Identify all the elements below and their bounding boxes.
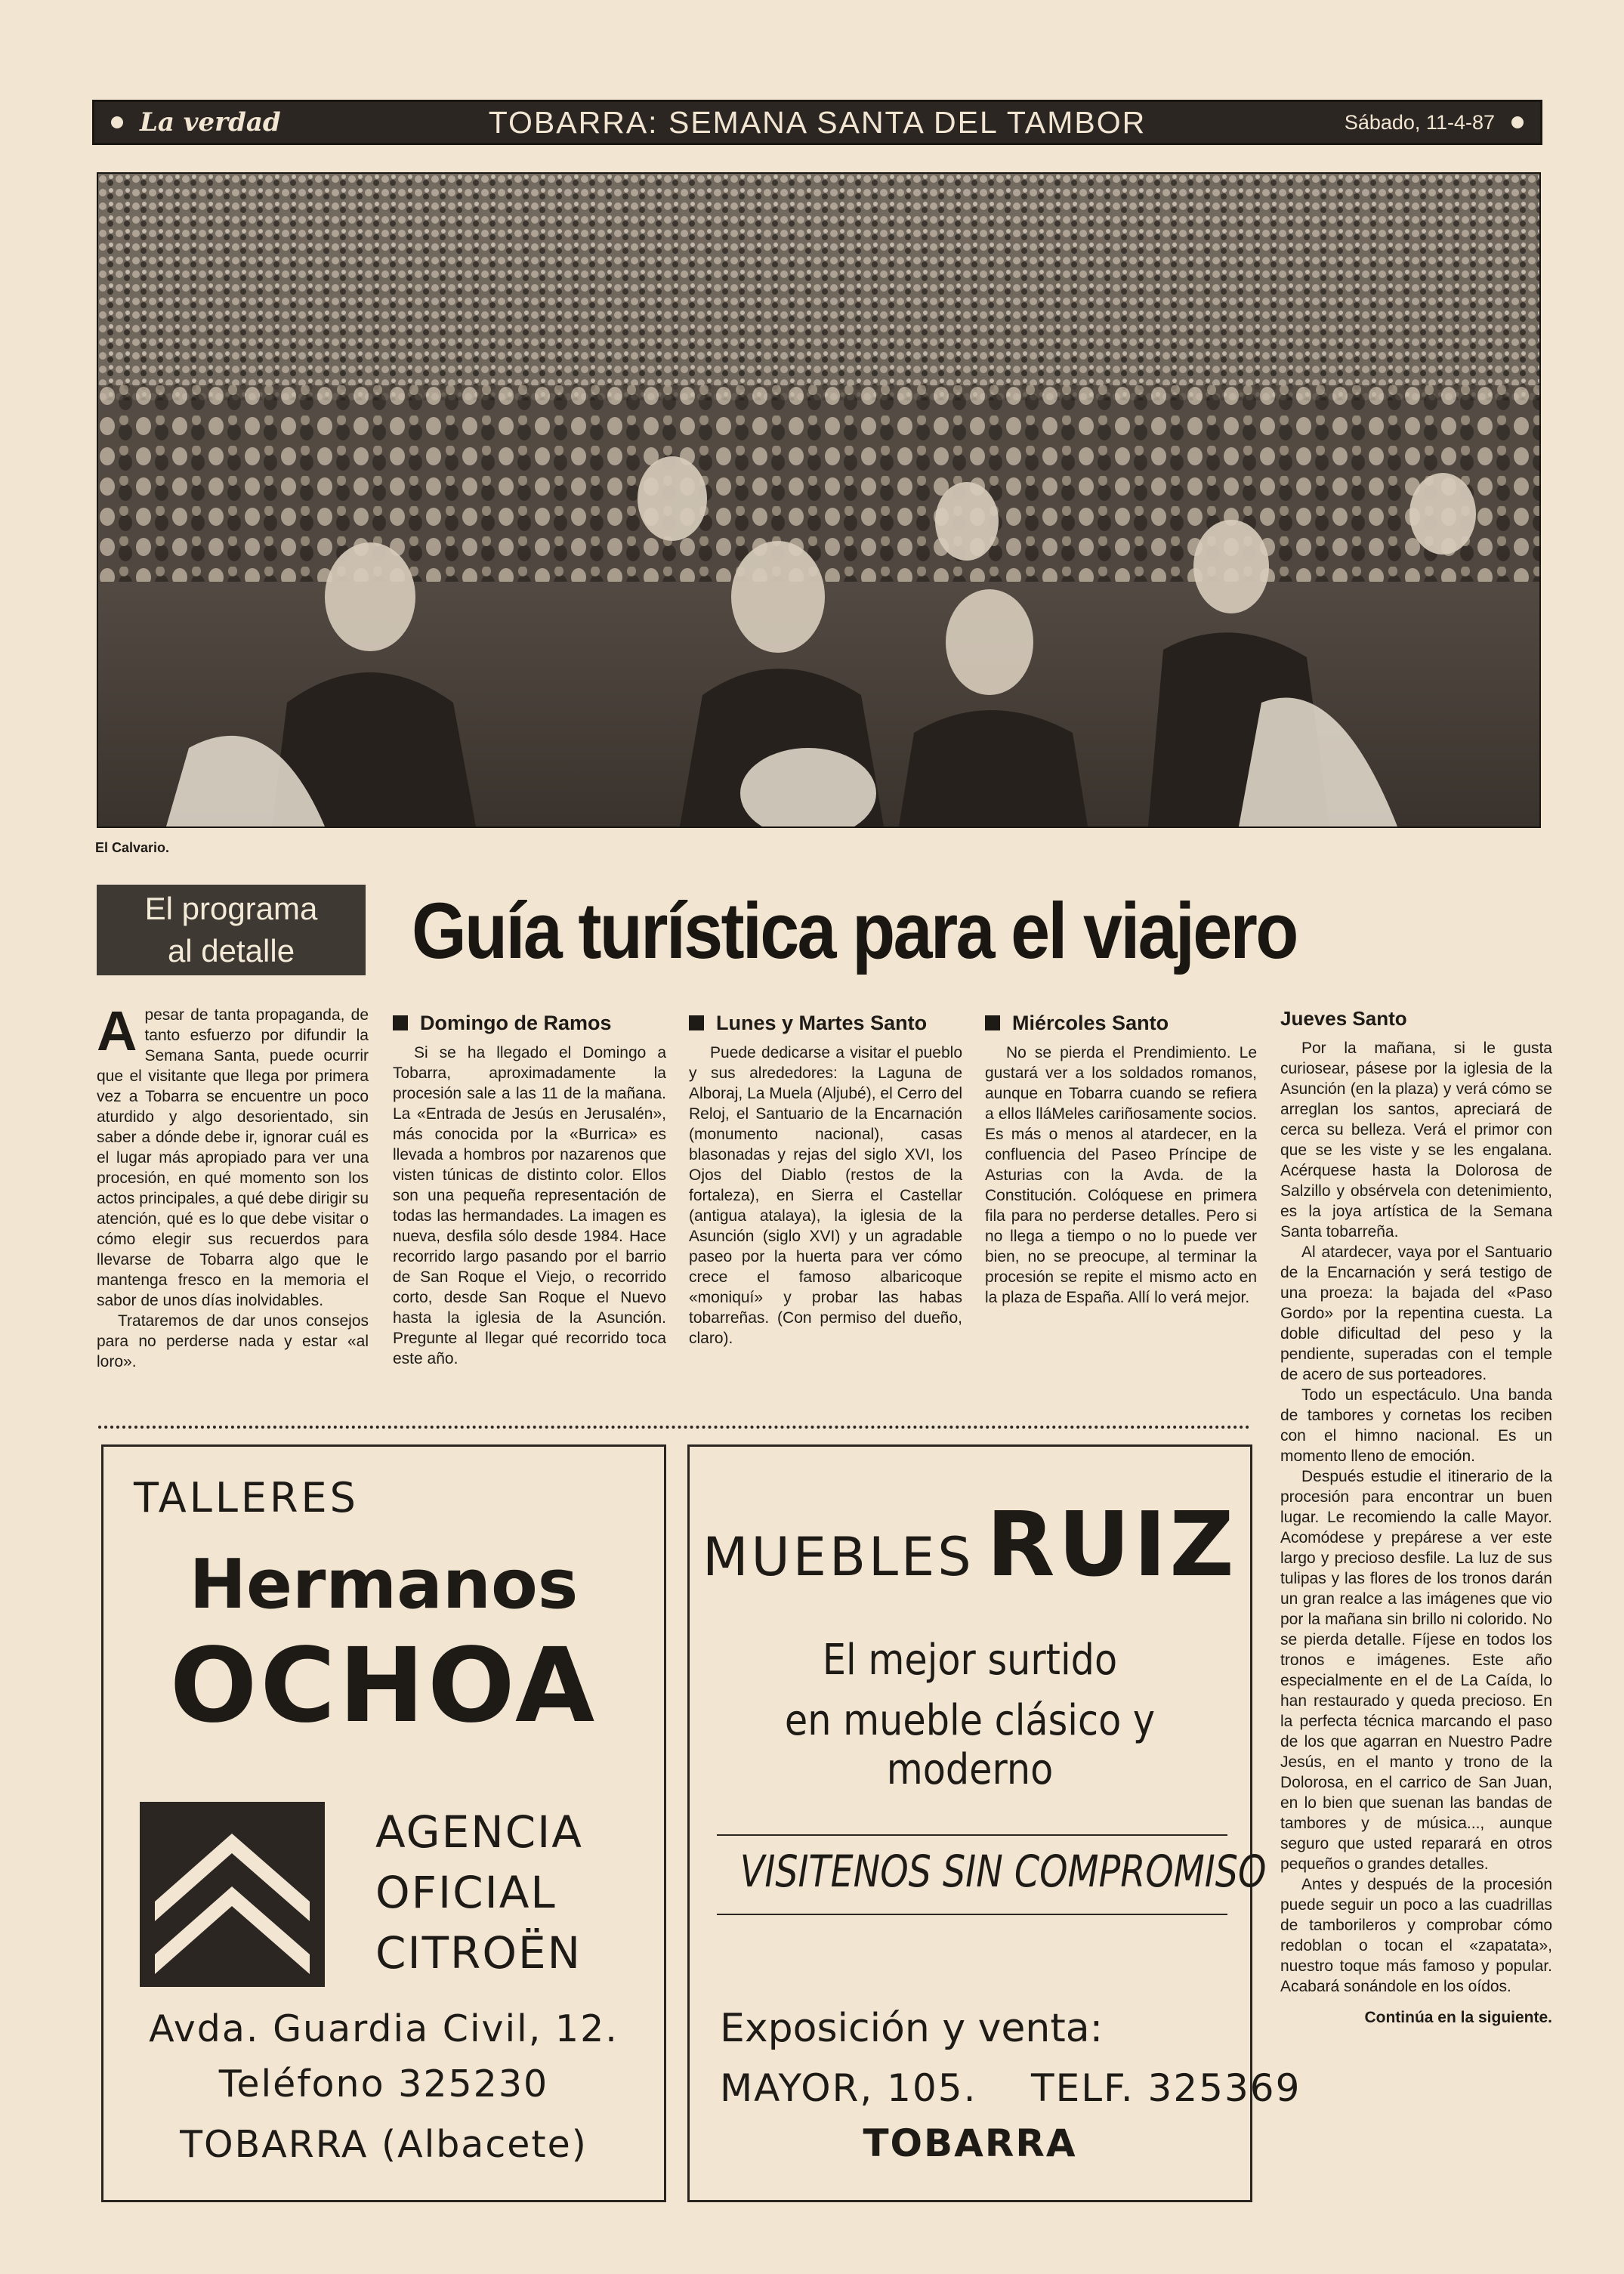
section-title: TOBARRA: SEMANA SANTA DEL TAMBOR (488, 104, 1147, 140)
dotted-divider (98, 1426, 1250, 1429)
issue-date: Sábado, 11-4-87 (1344, 110, 1495, 134)
domingo-ramos-text: Si se ha llegado el Domingo a Tobarra, aproximadamente la procesión sale a las 11 de la mañana. La «Entrada de Jesús en Jerusalén», más conocida por la «Burrica» es llevada a hombros por nazarenos que visten túnicas de distinto color. Ellos son una pequeña representación de todas las hermandades. La imagen es nueva, desfila sólo desde 1984. Hace recorrido largo pasando por el barrio de San Roque el Viejo, o recorrido corto, desde San Roque el Nuevo hasta la iglesia de la Asunción. Pregunte al llegar qué recorrido toca este año. (393, 1044, 666, 1367)
lunes-martes-text: Puede dedicarse a visitar el pueblo y sus alrededores: la Laguna de Alboraj, La Muela (Aljubé), el Cerro del Reloj, el Santuario de la Encarnación (monumento nacional), casas blasonadas y rejas del siglo XVI, los Ojos del Diablo (restos de la fortaleza), en Sierra el Castellar (antigua atalaya), la iglesia de la Asunción (siglo XVI) y un agradable paseo por la huerta para ver cómo crece el famoso albaricoque «moniquí» y probar las habas tobarreñas. (Con permiso del dueño, claro). (689, 1044, 962, 1347)
header-bullet-left (111, 116, 123, 128)
article-column-5 (1280, 1005, 1552, 2028)
subhead-text: Lunes y Martes Santo (716, 1012, 928, 1034)
ad-ruiz-town: TOBARRA (863, 2121, 1077, 2165)
ad-hermanos-label: Hermanos (189, 1545, 579, 1624)
agencia-line: AGENCIA (375, 1806, 583, 1858)
header-bullet-right (1511, 116, 1524, 128)
jueves-p5: Antes y después de la procesión puede seguir un poco a las cuadrillas de tamborileros y comprobar cómo redoblan o tocan el «zapatata», nuestro toque más famoso y popular. Acabará sonándole en los oídos. (1280, 1876, 1552, 1995)
intro-text: pesar de tanta propaganda, de tanto esfuerzo por difundir la Semana Santa, puede ocurrir que el visitante que llega por primera vez a Tobarra se encuentre un poco aturdido y algo desorientado, sin saber a dónde debe ir, ignorar cuál es el lugar más apropiado para ver una procesión, en qué momento son los actos principales, a qué debe dirigir su atención, qué es lo que debe visitar o cómo elegir sus recuerdos para llevarse de Tobarra algo que le mantenga fresco en la memoria el sabor de unos días inolvidables. (97, 1006, 369, 1309)
article-column-2 (393, 1005, 666, 1369)
ad-town: TOBARRA (Albacete) (180, 2123, 588, 2166)
square-bullet-icon (689, 1015, 704, 1030)
ad-agencia-block (375, 1802, 583, 1983)
crowd-photo-image (98, 174, 1539, 826)
agencia-line: CITROËN (375, 1927, 582, 1979)
intro-paragraph-2: Trataremos de dar unos consejos para no perderse nada y estar «al loro». (97, 1312, 369, 1370)
miercoles-text: No se pierda el Prendimiento. Le gustará ver a los soldados romanos, aunque en Tobarra cuando se refiera a ellos lláMeles cariñosamente socios. Es más o menos al atardecer, en la confluencia del Paseo Príncipe de Asturias con la Avda. de la Constitución. Colóquese en primera fila para no perderse detalles. Pero si no llega a tiempo o no lo puede ver bien, no se preocupe, al terminar la procesión se repite el mismo acto en la plaza de España. Allí lo verá mejor. (985, 1044, 1257, 1306)
kicker-line: El programa (144, 891, 318, 926)
agencia-line: OFICIAL (375, 1867, 557, 1918)
citroen-logo-icon (140, 1802, 325, 1987)
section-kicker (97, 885, 366, 975)
intro-paragraph (97, 1000, 369, 1311)
masthead-logo: La verdad (140, 107, 281, 137)
jueves-p2: Al atardecer, vaya por el Santuario de la Encarnación y será testigo de una proeza: la bajada del «Paso Gordo» por la repentina cuesta. La doble dificultad del peso y la pendiente, superadas con el temple de acero de sus porteadores. (1280, 1244, 1552, 1383)
ad-phone: Teléfono 325230 (218, 2062, 549, 2106)
subhead-lunes-martes (689, 1009, 962, 1037)
ad-ruiz-title (690, 1492, 1250, 1596)
subhead-miercoles (985, 1009, 1257, 1037)
ad-ruiz-address: MAYOR, 105. TELF. 325369 (720, 2066, 1301, 2110)
ad-rule (717, 1834, 1227, 1836)
headline: Guía turística para el viajero (412, 887, 1297, 975)
ad-rule (717, 1914, 1227, 1915)
drop-cap: A (97, 1000, 137, 1062)
ad-hermanos-ochoa (101, 1444, 666, 2202)
continues-note: Continúa en la siguiente. (1364, 2009, 1552, 2026)
jueves-p1: Por la mañana, si le gusta curiosear, pásese por la iglesia de la Asunción (en la plaza) y verá cómo se arreglan los santos, apreciará de cerca su belleza. Verá el primor con que se les viste y se les engalana. Acérquese hasta la Dolorosa de Salzillo y obsérvela con detenimiento, es la joya artística de la Semana Santa tobarreña. (1280, 1040, 1552, 1241)
ad-tagline-1: El mejor surtido (822, 1636, 1118, 1685)
square-bullet-icon (393, 1015, 408, 1030)
ad-tagline-2: en mueble clásico y moderno (784, 1696, 1156, 1794)
article-column-1 (97, 1000, 369, 1372)
subhead-jueves: Jueves Santo (1280, 1007, 1407, 1030)
kicker-line: al detalle (167, 933, 295, 969)
ad-ruiz-word: RUIZ (986, 1492, 1237, 1596)
subhead-text: Miércoles Santo (1012, 1012, 1169, 1034)
ad-visit-line: VISITENOS SIN COMPROMISO (739, 1846, 1267, 1897)
subhead-text: Domingo de Ramos (420, 1012, 612, 1034)
square-bullet-icon (985, 1015, 1000, 1030)
page-header (92, 100, 1542, 145)
crowd-photo (97, 172, 1541, 828)
ad-expo-line: Exposición y venta: (720, 2006, 1104, 2051)
ad-address: Avda. Guardia Civil, 12. (149, 2007, 619, 2050)
subhead-domingo-ramos (393, 1009, 666, 1037)
ad-muebles-word: MUEBLES (702, 1526, 974, 1588)
ad-ochoa-label: OCHOA (169, 1627, 598, 1746)
photo-caption: El Calvario. (95, 840, 170, 855)
article-column-4 (985, 1005, 1257, 1308)
article-column-3 (689, 1005, 962, 1349)
jueves-p3: Todo un espectáculo. Una banda de tambores y cornetas los reciben con el himno nacional. Es un momento lleno de emoción. (1280, 1386, 1552, 1465)
ad-talleres-label: TALLERES (134, 1474, 359, 1522)
ad-muebles-ruiz (687, 1444, 1301, 2202)
jueves-p4: Después estudie el itinerario de la procesión para encontrar un buen lugar. Le recomiendo la calle Mayor. Acomódese y prepárese a ver este largo y precioso desfile. La luz de sus tulipas y las flores de los tronos darán un gran realce a las imágenes que vio por la mañana sin brillo ni colorido. No se pierda detalle. Fíjese en todos los tronos e imágenes. Este año especialmente en el de La Caída, lo han restaurado y queda precioso. En la perfecta técnica marcando el paso de los que agarran en Nuestro Padre Jesús, en el manto y trono de la Dolorosa, en el carrico de San Juan, en lo bien que suenan las bandas de tambores y de música..., aunque seguro que usted reparará en otros pequeños o grandes detalles. (1280, 1468, 1552, 1873)
